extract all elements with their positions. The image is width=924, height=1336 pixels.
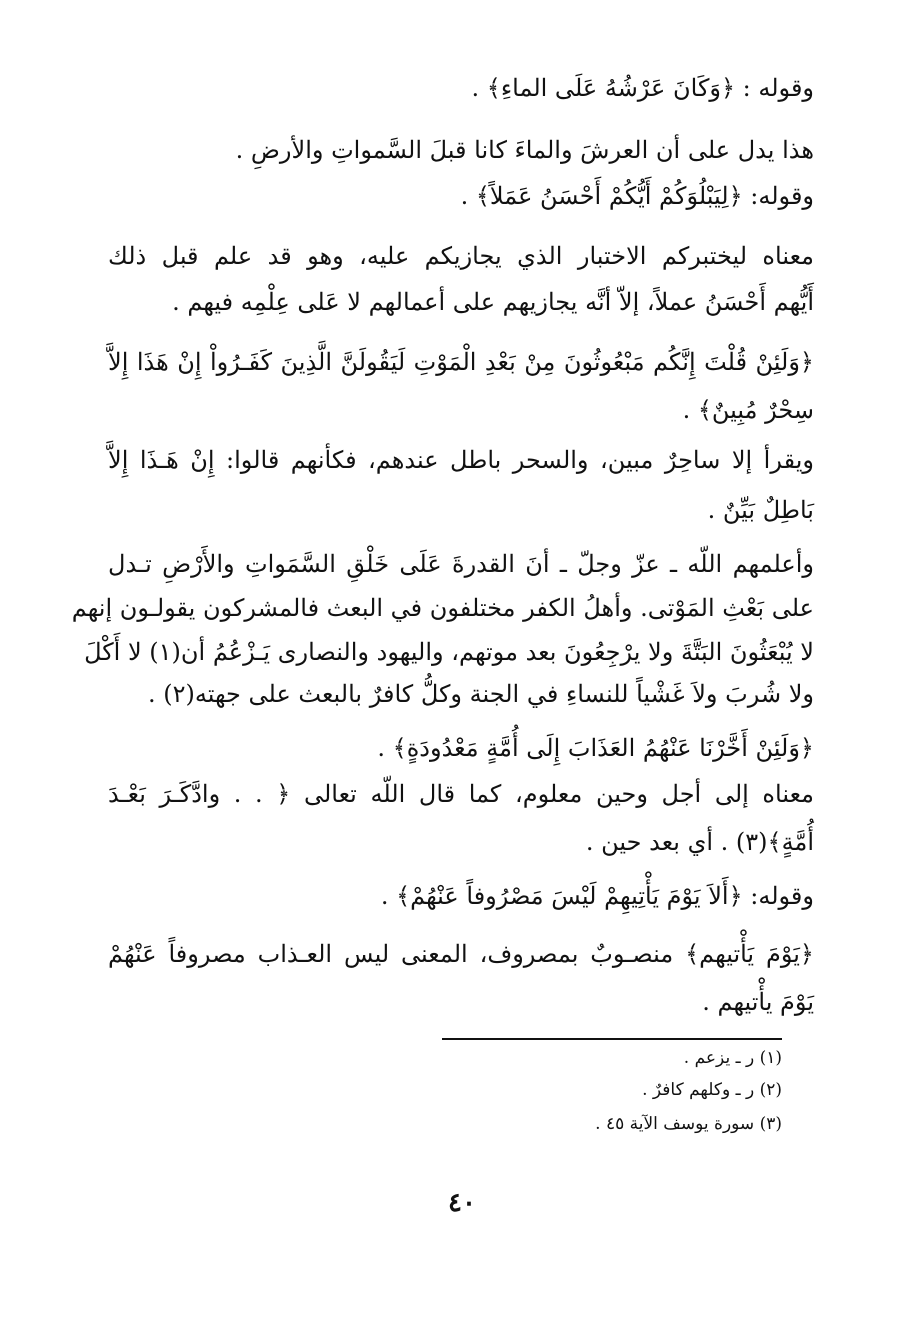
text-line: ولا شُربَ ولاَ غَشْياً للنساءِ في الجنة وكلُّ كافرٌ بالبعث على جهته(٢) . xyxy=(148,680,814,708)
text-line: أُمَّةٍ﴾(٣) . أي بعد حين . xyxy=(585,828,814,856)
text-line: وأعلمهم اللّه ـ عزّ وجلّ ـ أنَ القدرةَ عَلَى خَلْقِ السَّمَواتِ والأَرْضِ تـدل xyxy=(108,550,814,578)
text-line: على بَعْثِ المَوْتى. وأهلُ الكفر مختلفون في البعث فالمشركون يقولـون إنهم xyxy=(71,594,814,622)
quran-verse-line: ﴿وَلَئِنْ أَخَّرْنَا عَنْهُمُ العَذَابَ إِلَى أُمَّةٍ مَعْدُودَةٍ﴾ . xyxy=(377,734,814,762)
footnote: (٣) سورة يوسف الآية ٤٥ . xyxy=(595,1114,782,1134)
quran-verse-line: سِحْرٌ مُبِينٌ﴾ . xyxy=(682,396,814,424)
quran-verse-line: ﴿وَلَئِنْ قُلْتَ إِنَّكُم مَبْعُوثُونَ مِنْ بَعْدِ الْمَوْتِ لَيَقُولَنَّ الَّذِينَ كَفَـرُواْ إِنْ هَذَا إِلاَّ xyxy=(108,348,814,376)
text-line: وقوله: ﴿أَلاَ يَوْمَ يَأْتِيهِمْ لَيْسَ مَصْرُوفاً عَنْهُمْ﴾ . xyxy=(380,882,814,910)
text-line: يَوْمَ يأْتيهم . xyxy=(702,988,814,1016)
footnote: (١) ر ـ يزعم . xyxy=(683,1048,782,1068)
text-line: معناه ليختبركم الاختبار الذي يجازيكم عليه، وهو قد علم قبل ذلك xyxy=(108,242,814,270)
text-line: ويقرأ إلا ساحِرٌ مبين، والسحر باطل عندهم، فكأنهم قالوا: إِنْ هَـذَا إِلاَّ xyxy=(108,446,814,474)
text-line: وقوله : ﴿وَكَانَ عَرْشُهُ عَلَى الماءِ﴾ . xyxy=(471,74,814,102)
text-line: وقوله: ﴿لِيَبْلُوَكُمْ أَيُّكُمْ أَحْسَنُ عَمَلاً﴾ . xyxy=(460,182,814,210)
text-line: لا يُبْعَثُونَ البَتَّةَ ولا يرْجِعُونَ بعد موتهم، واليهود والنصارى يَـزْعُمُ أن(١) لا أَكْلَ xyxy=(84,638,814,666)
page-number: ٤٠ xyxy=(448,1188,476,1218)
text-line: بَاطِلٌ بَيِّنٌ . xyxy=(707,496,814,524)
text-line: أَيُّهم أَحْسَنُ عملاً، إلاّ أنَّه يجازيهم على أعمالهم لا عَلى عِلْمِه فيهم . xyxy=(172,288,814,316)
footnote: (٢) ر ـ وكلهم كافرٌ . xyxy=(642,1080,782,1100)
text-line: معناه إلى أجل وحين معلوم، كما قال اللّه تعالى ﴿ . . وادَّكَـرَ بَعْـدَ xyxy=(108,780,814,808)
footnote-separator xyxy=(442,1038,782,1040)
text-line: ﴿يَوْمَ يَأْتيهم﴾ منصـوبٌ بمصروف، المعنى ليس العـذاب مصروفاً عَنْهُمْ xyxy=(108,940,814,968)
text-line: هذا يدل على أن العرشَ والماءَ كانا قبلَ السَّمواتِ والأرضِ . xyxy=(235,136,814,164)
